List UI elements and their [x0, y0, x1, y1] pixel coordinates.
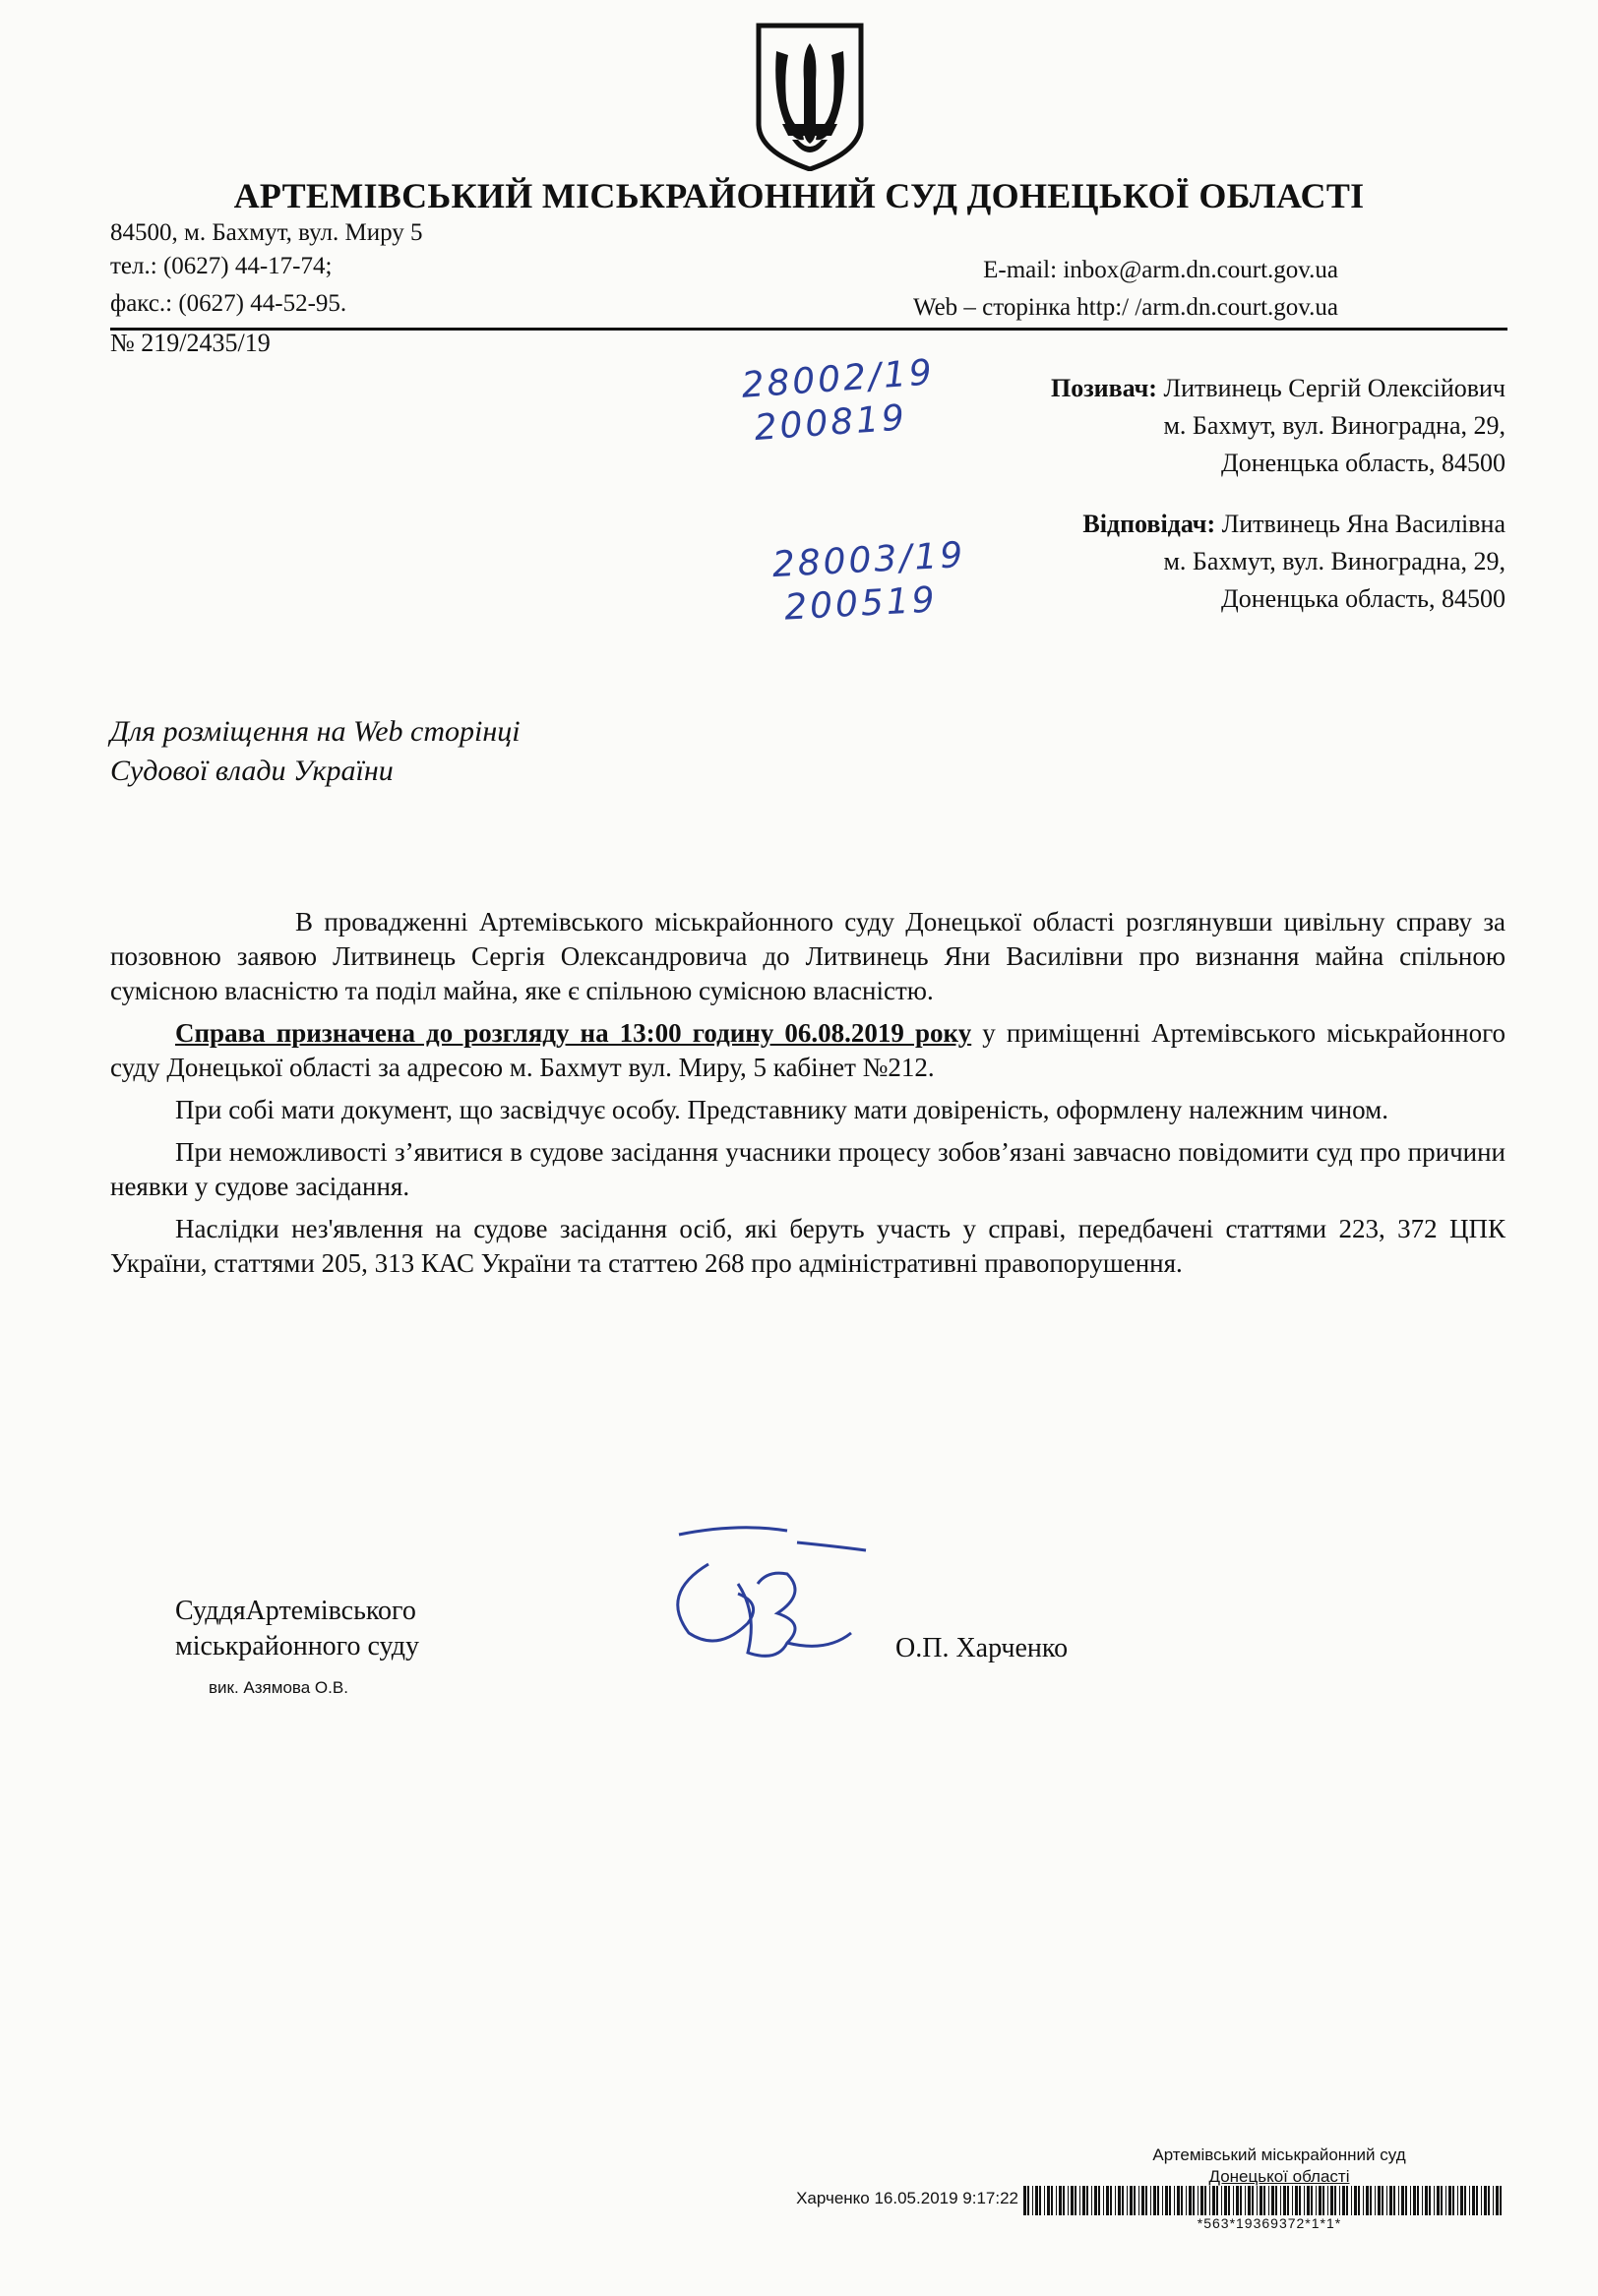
barcode-number: *563*19369372*1*1* — [1197, 2215, 1342, 2231]
court-name: АРТЕМІВСЬКИЙ МІСЬКРАЙОННИЙ СУД ДОНЕЦЬКОЇ ОБЛАСТІ — [233, 176, 1365, 215]
coat-of-arms-icon — [753, 22, 867, 171]
court-fax: факс.: (0627) 44-52-95. — [110, 290, 347, 317]
court-contacts — [110, 216, 423, 321]
court-email: E-mail: inbox@arm.dn.court.gov.ua — [983, 257, 1338, 283]
barcode-icon — [1023, 2186, 1506, 2215]
judge-name: О.П. Харченко — [895, 1633, 1069, 1663]
court-website: Web – сторінка http:/ /arm.dn.court.gov.ua — [912, 294, 1338, 321]
defendant-name: Литвинець Яна Василівна — [1221, 510, 1506, 538]
handwritten-signature-icon — [640, 1515, 935, 1672]
paragraph-consequences: Наслідки нез'явлення на судове засідання осіб, які беруть участь у справі, передбачені статтями 223, 372 ЦПК України, статтями 205, 313 КАС України та статтею 268 про адміністративні правопорушення. — [110, 1214, 1506, 1278]
registration-meta: Харченко 16.05.2019 9:17:22 — [796, 2189, 1018, 2207]
header-divider — [110, 328, 1507, 331]
court-address: 84500, м. Бахмут, вул. Миру 5 — [110, 219, 423, 246]
paragraph-documents: При собі мати документ, що засвідчує особу. Представнику мати довіреність, оформлену належним чином. — [175, 1095, 1388, 1124]
case-number: № 219/2435/19 — [110, 329, 271, 357]
plaintiff-address-2: Доненцька область, 84500 — [1220, 449, 1506, 477]
defendant-address-1: м. Бахмут, вул. Виноградна, 29, — [1163, 547, 1506, 575]
defendant-label: Відповідач: — [1082, 510, 1216, 538]
paragraph-proceedings: В провадженні Артемівського міськрайонного суду Донецької області розглянувши цивільну справу за позовною заявою Литвинець Сергія Олександровича до Литвинець Яни Василівни про визнання майна спільною сумісною власністю та поділ майна, яке є спільною сумісною власністю. — [110, 907, 1506, 1005]
defendant-handwritten-note: 28003/19 200519 — [770, 534, 967, 629]
paragraph-absence: При неможливості з’явитися в судове засідання учасники процесу зобов’язані завчасно повідомити суд про причини неявки у судове засідання. — [110, 1137, 1506, 1201]
executor-note: вик. Азямова О.В. — [209, 1678, 348, 1697]
registration-court: Артемівський міськрайонний суд Донецької області — [1152, 2145, 1406, 2186]
paragraph-hearing: Справа призначена до розгляду на 13:00 годину 06.08.2019 року у приміщенні Артемівського міськрайонного суду Донецької області за адресою м. Бахмут вул. Миру, 5 кабінет №212. — [110, 1018, 1506, 1082]
plaintiff-handwritten-note: 28002/19 200819 — [740, 352, 937, 450]
judge-title: СуддяАртемівського міськрайонного суду — [175, 1596, 420, 1662]
hearing-date: Справа призначена до розгляду на 13:00 годину 06.08.2019 року — [175, 1018, 972, 1048]
defendant-block — [886, 506, 1506, 618]
court-online-contacts — [748, 254, 1338, 325]
notice-body — [110, 905, 1506, 1289]
defendant-address-2: Доненцька область, 84500 — [1220, 584, 1506, 613]
court-phone: тел.: (0627) 44-17-74; — [110, 253, 333, 279]
web-publication-note: Для розміщення на Web сторінці Судової влади України — [110, 715, 521, 787]
plaintiff-label: Позивач: — [1050, 374, 1157, 402]
plaintiff-name: Литвинець Сергій Олексійович — [1163, 374, 1506, 402]
plaintiff-block — [886, 370, 1506, 482]
plaintiff-address-1: м. Бахмут, вул. Виноградна, 29, — [1163, 411, 1506, 440]
